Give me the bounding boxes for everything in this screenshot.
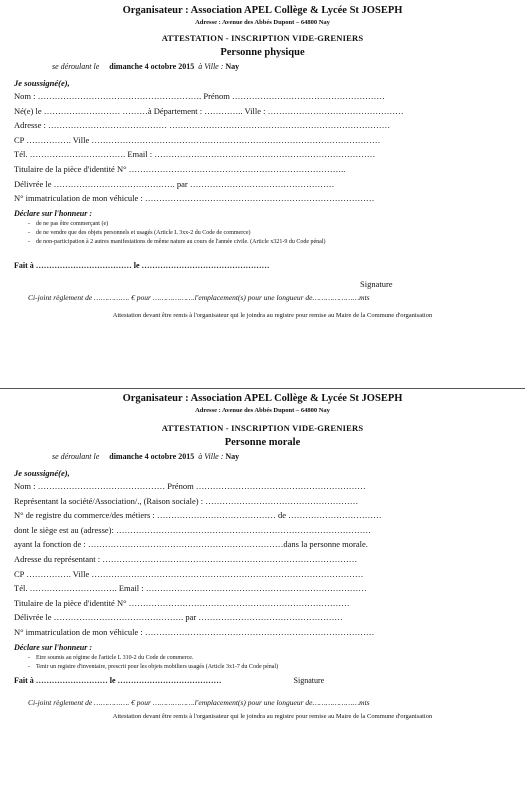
field-immatriculation[interactable]: N° immatriculation de mon véhicule : ……………………………………………………………………… — [14, 626, 375, 637]
field-fonction[interactable]: ayant la fonction de : ……………………………………………………………dans la personne morale. — [14, 539, 368, 550]
field-fait-le[interactable]: Fait à ……………………… le ………………………………… Signature — [14, 675, 325, 685]
signature-label: Signature — [293, 675, 325, 685]
organizer-title: Organisateur : Association APEL Collège & Lycée St JOSEPH — [122, 5, 403, 16]
field-piece-identite[interactable]: Titulaire de la pièce d'identité N° …………………………………………………………………… — [14, 597, 350, 608]
declare-item: - de non-participation à 2 autres manifestations de même nature au cours de l'année civile. (Article x321-9 du Code pénal) — [28, 238, 326, 245]
field-cp-ville[interactable]: CP ……………. Ville …………………………………………………………………………………… — [14, 568, 364, 579]
field-piece-identite[interactable]: Titulaire de la pièce d'identité N° ………………………………………………………………….. — [14, 163, 346, 174]
field-adresse[interactable]: Adresse : …………………………………… …………………………………………………………………… — [14, 120, 391, 131]
section-divider — [0, 388, 525, 389]
declare-label: Déclare sur l'honneur : — [14, 642, 93, 652]
field-delivree[interactable]: Délivrée le ……………………………………. par …………………………………………… — [14, 178, 335, 189]
field-nom-prenom[interactable]: Nom : ……………………………………… Prénom …………………………………………………… — [14, 481, 366, 491]
field-tel-email[interactable]: Tél. …………………………. Email : …………………………………………………………………… — [14, 583, 367, 594]
event-date-line: se déroulant le dimanche 4 octobre 2015 à Ville : Nay — [52, 452, 240, 461]
field-tel-email[interactable]: Tél. ……………………………. Email : …………………………………………………………………… — [14, 149, 376, 160]
declare-item: - de ne vendre que des objets personnels et usagés (Article L 3xx-2 du Code de commerce) — [28, 229, 251, 236]
field-raison-sociale[interactable]: Représentant la société/Association/., (Raison sociale) : ……………………………………………… — [14, 495, 359, 506]
signature-label: Signature — [360, 278, 393, 289]
organizer-title: Organisateur : Association APEL Collège & Lycée St JOSEPH — [122, 393, 403, 404]
reglement-line[interactable]: Ci-joint règlement de ……………. € pour ……………….l'emplacement(s) pour une longueur de…………………mts — [28, 292, 370, 302]
field-naissance[interactable]: Né(e) le ……………………… ………à Département : ………….. Ville : ………………………………………… — [14, 105, 404, 116]
attestation-title: ATTESTATION - INSCRIPTION VIDE-GRENIERS — [161, 33, 364, 43]
field-nom-prenom[interactable]: Nom : …………………………………………………. Prénom ……………………………………………… — [14, 91, 385, 101]
attestation-note: Attestation devant être remis à l'organisateur qui le joindra au registre pour remise au Maire de la Commune d'organisation — [112, 311, 433, 319]
declare-label: Déclare sur l'honneur : — [14, 208, 93, 218]
declare-item: - Etre soumis au régime de l'article L 310-2 du Code de commerce. — [28, 654, 194, 661]
soussigne-label: Je soussigné(e), — [14, 78, 70, 88]
organizer-address: Adresse : Avenue des Abbés Dupont – 64800 Nay — [195, 19, 330, 26]
form-personne-morale — [0, 392, 525, 800]
form-subtitle: Personne morale — [224, 437, 301, 448]
field-cp-ville[interactable]: CP ……………. Ville ………………………………………………………………………………………… — [14, 134, 381, 145]
form-personne-physique — [0, 0, 525, 388]
event-date-line: se déroulant le dimanche 4 octobre 2015 à Ville : Nay — [52, 62, 240, 71]
field-immatriculation[interactable]: N° immatriculation de mon véhicule : ……………………………………………………………………… — [14, 193, 375, 204]
attestation-title: ATTESTATION - INSCRIPTION VIDE-GRENIERS — [161, 423, 364, 433]
field-delivree[interactable]: Délivrée le ………………………………………. par …………………………………………… — [14, 612, 343, 623]
organizer-address: Adresse : Avenue des Abbés Dupont – 64800 Nay — [195, 407, 330, 414]
reglement-line[interactable]: Ci-joint règlement de ……………. € pour ……………….l'emplacement(s) pour une longueur de…………………mts — [28, 697, 370, 707]
soussigne-label: Je soussigné(e), — [14, 468, 70, 478]
declare-item: - Tenir un registre d'inventaire, prescrit pour les objets mobiliers usagés (Article 3x1-7 du Code pénal) — [28, 663, 279, 670]
field-siege[interactable]: dont le siège est au (adresse): ……………………………………………………………………………… — [14, 524, 371, 535]
field-registre-commerce[interactable]: N° de registre du commerce/des métiers : …………………………………… de …………………………… — [14, 510, 382, 521]
form-subtitle: Personne physique — [220, 47, 305, 58]
field-adresse-representant[interactable]: Adresse du représentant : ……………………………………………………………………………… — [14, 553, 358, 564]
field-fait-le[interactable]: Fait à ……………………………… le ………………………………………… — [14, 260, 270, 270]
declare-item: - de ne pas être commerçant (e) — [28, 220, 109, 227]
attestation-note: Attestation devant être remis à l'organisateur qui le joindra au registre pour remise au Maire de la Commune d'organisation — [112, 712, 433, 720]
